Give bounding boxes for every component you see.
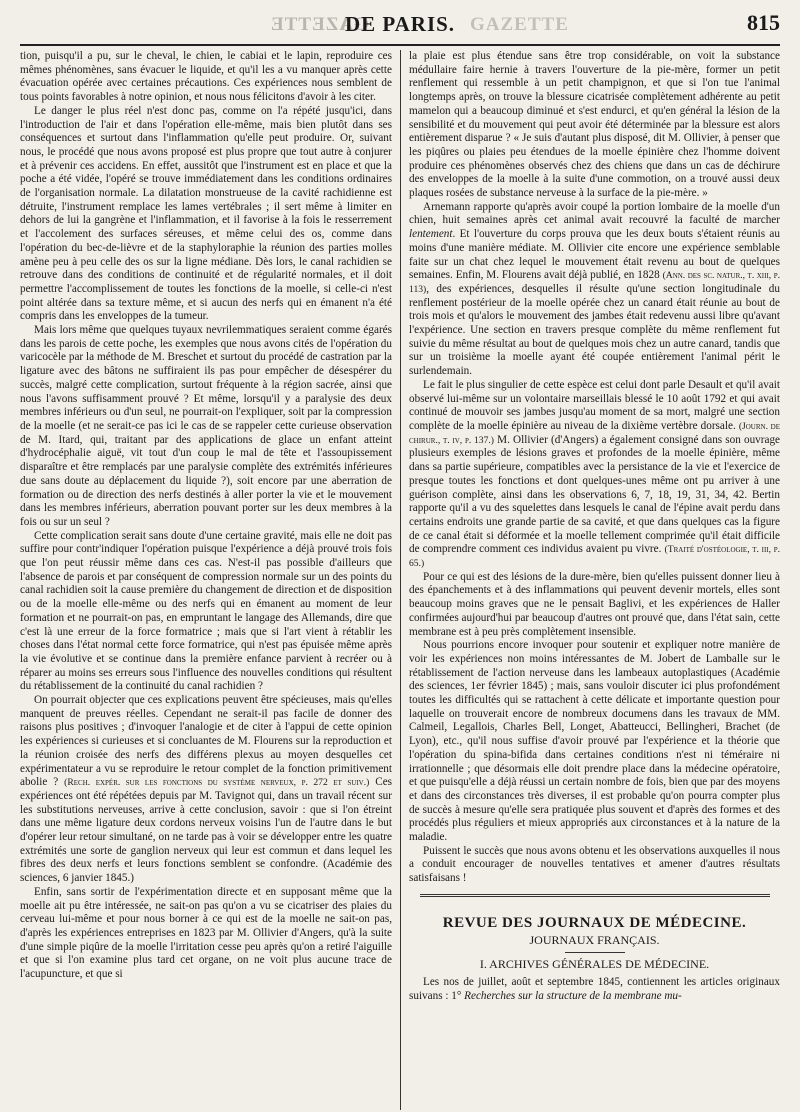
- paragraph-text: Le fait le plus singulier de cette espèce est celui dont parle Desault et qu'il avait observé lui-même sur un volontaire marseillais blessé le 10 août 1792 et qui avait continué de mouvoir ses jambes jusqu'au moment de sa mort, malgré une section complète de la moelle épinière au niveau de la dixième vertèbre dorsale.: [409, 378, 780, 432]
- paragraph: [409, 379, 780, 571]
- bleed-through-text-right: GAZETTE: [470, 14, 569, 35]
- paragraph: Puissent le succès que nous avons obtenu et les observations auxquelles il nous a conduit encourager de nouvelles tentatives et amener d'autres résultats satisfaisans !: [409, 844, 780, 885]
- paragraph: Cette complication serait sans doute d'une certaine gravité, mais elle ne doit pas suffire pour contr'indiquer l'opération puisque l'expérience a déjà prouvé trois fois que l'on peut réussir même dans ces cas. N'est-il pas possible d'ailleurs que l'absence de parois et par conséquent de compression normale sur un des points du canal rachidien soit la cause première du changement de direction et de disposition ou de la moelle elle-même ou des nerfs qui en émanent au moment de leur formation et ne pourrait-on pas, en empruntant le langage des Allemands, dire que c'est là une erreur de la force formatrice ; mais que si l'art vient à rétablir les choses dans l'état normal cette force formatrice, qui n'est pas épuisée même après la vie évolutive et se continue dans la première enfance parvient à recréer ou à réparer au moins ses erreurs sous l'influence des nouvelles conditions qui résultent du rétablissement de la continuité du canal rachidien ?: [20, 529, 392, 693]
- paragraph-text: Les nos de juillet, août et septembre 1845, contiennent les articles originaux suivans : 1°: [409, 976, 780, 1002]
- bleed-through-text: GAZETTE: [270, 14, 369, 35]
- paragraph: tion, puisqu'il a pu, sur le cheval, le chien, le cabiai et le lapin, reproduire ces mêmes phénomènes, sans évacuer le liquide, et qu'il les a vu manquer après cette évacuation opérée avec certaines précautions. Ces expériences nous semblent de tous points favorables à notre opinion, et nous nous félicitons d'avoir à les citer.: [20, 50, 392, 104]
- paragraph-text: , des expériences, desquelles il résulte qu'une section longitudinale du renflement postérieur de la moelle opérée chez un canard était réunie au bout de trois mois et qu'alors le mouvement des jambes était redevenu aussi libre qu'avant l'expérience. Une section en travers presque complète du même renflement fut suivie du même résultat au bout de quelques mois chez un autre canard, tandis que sur un troisième la moelle ayant été coupée entièrement l'animal périt le surlendemain.: [409, 282, 780, 378]
- paragraph: Pour ce qui est des lésions de la dure-mère, bien qu'elles puissent donner lieu à des épanchements et à des inflammations qui peuvent devenir mortels, elles sont beaucoup moins graves que ne le pensait Baglivi, et les expériences de Haller confirmées aujourd'hui par beaucoup d'autres ont prouvé que, dans l'état sain, cette membrane est à peu près complètement insensible.: [409, 570, 780, 638]
- section-heading: I. ARCHIVES GÉNÉRALES DE MÉDECINE.: [479, 957, 710, 972]
- paragraph-text: Arnemann rapporte qu'après avoir coupé la portion lombaire de la moelle d'un chien, huit semaines après cet animal avait recouvré la faculté de marcher: [409, 200, 780, 227]
- paragraph: la plaie est plus étendue sans être trop considérable, on voit la substance médullaire faire hernie à travers l'ouverture de la pie-mère, former un petit renflement qui ressemble à un petit champignon, et que si l'on tue l'animal longtemps après, on trouve la blessure cicatrisée complètement adhérente au petit mamelon qui a beaucoup diminué et s'est endurci, et qu'en général la lésion de la sensibilité et du mouvement qui peut avoir été déterminée par la blessure est alors entièrement disparue ? « Je suis d'autant plus disposé, dit M. Ollivier, à penser que les piqûres ou plaies peu étendues de la moelle épinière chez l'homme doivent produire ces phénomènes observés chez des chiens que dans un cas de déchirure des enveloppes de la moelle à la suite d'une commotion, on a trouvé aussi deux plaques rosées de substance nerveuse à la surface de la pie-mère. »: [409, 50, 780, 200]
- page-number: 815: [747, 10, 780, 35]
- paragraph: [409, 201, 780, 379]
- emphasis: lentement: [409, 228, 453, 241]
- section-rule: [420, 894, 770, 897]
- page-header: [0, 0, 800, 48]
- paragraph: Enfin, sans sortir de l'expérimentation directe et en supposant même que la moelle ait pu être intéressée, ne sait-on pas qu'on a vu se cicatriser des plaies du cerveau lui-même et pour nous borner à ce qui est de la moelle ne sait-on pas, d'après les expériences entreprises en 1823 par M. Ollivier d'Angers, qu'à la suite d'une simple piqûre de la moelle l'irritation cesse peu après qu'on a retiré l'aiguille et que si l'on examine plus tard cet organe, on ne voit plus aucune trace de l'acupuncture, et que si: [20, 885, 392, 981]
- paragraph-text: On pourrait objecter que ces explications peuvent être spécieuses, mais qu'elles manquent de preuves réelles. Cependant ne serait-il pas facile de donner des raisons plus positives ; d'invoquer l'analogie et de citer à l'appui de cette opinion les expériences si curieuses et si concluantes de M. Flourens sur la reproduction et la réunion croisée des nerfs des différens plexus au moyen desquelles cet expérimentateur a vu se reproduire le retour complet de la fonction primitivement abolie ?: [20, 694, 392, 789]
- running-title: DE PARIS.: [344, 12, 456, 36]
- column-divider: [400, 50, 401, 1110]
- paragraph-text: M. Ollivier (d'Angers) a également consigné dans son ouvrage plusieurs exemples de lésions graves et profondes de la moelle épinière, même dans sa partie supérieure, compatibles avec la persistance de la vie et l'exercice de presque toutes les fonctions et dont quelques-unes même ont pu arriver à une guérison complète, ainsi dans les observations 6, 7, 18, 19, 31, 34, 42. Bertin rapporte qu'il a vu des squelettes dans lesquels le canal de l'épine avait perdu dans certains endroits une grande partie de sa cavité, et que dans quelques cas la figure de ce canal était si déformée et la moelle tellement comprimée qu'il était difficile de comprendre comment ces individus avaient pu vivre.: [409, 433, 781, 556]
- paragraph-text: . Et l'ouverture du corps prouva que les deux bouts s'étaient réunis au moins d'une manière médiate. M. Ollivier cite encore une expérience semblable faite sur un chat chez lequel le mouvement était revenu au bout de quelques semaines. Enfin, M. Flourens avait déjà publié, en 1828: [409, 228, 780, 282]
- emphasis: Recherches sur la structure de la membrane mu-: [464, 989, 682, 1002]
- subtitle-rule: [565, 952, 625, 953]
- reference: (Rech. expér. sur les fonctions du système nerveux, p. 272 et suiv.): [64, 777, 370, 789]
- right-column: [409, 50, 780, 1110]
- paragraph: Mais lors même que quelques tuyaux nevrilemmatiques seraient comme égarés dans les parois de cette poche, les exemples que nous avons cités de l'opération du varicocèle par la méthode de M. Breschet et surtout du procédé de castration par la ligature avec des bâtons ne suffiraient ils pas pour empêcher de désespérer du succès, malgré cette complication, surtout fréquente à la région sacrée, ainsi que nous l'avons suffisamment prouvé ? Et même, lorsqu'il y a paralysie des deux membres inférieurs ou d'un seul, ne pourrait-on l'expliquer, soit par la compression de la moelle (et ne serait-ce pas ici le cas de se rappeler cette curieuse observation de M. Itard, qui, traitant par des applications de glace un enfant atteint d'hydrocéphalie aiguë, vit tout d'un coup le mal de tête et l'assoupissement disparaître et être remplacés par une paralysie complète des extrémités inférieures due sans doute au déplacement du liquide ?), soit encore par une aberration de formation ou de direction des nerfs destinés à aller porter la vie et le mouvement dans les membres inférieurs, aberration pouvant porter sur les deux membres à la fois ou sur un seul ?: [20, 324, 392, 528]
- paragraph-text: Ces expériences ont été répétées depuis par M. Tavignot qui, dans un travail récent sur les substitutions nerveuses, arrive à cette conclusion, savoir : que si l'on étreint dans une même ligature deux cordons nerveux voisins l'un de l'autre dans le but d'opérer leur retour simultané, on ne tarde pas à voir se développer entre les quatre extrémités une sorte de ganglion nerveux qui leur est commun et dans lequel les fibres des deux nerfs et leurs fonctions semblent se confondre. (Académie des sciences, 6 janvier 1845.): [20, 776, 393, 885]
- reference: (Journ. de chirur., t. iv, p. 137.): [409, 420, 780, 446]
- header-rule: [20, 44, 780, 46]
- paragraph: [20, 694, 392, 886]
- left-column: [20, 50, 392, 1110]
- paragraph: Nous pourrions encore invoquer pour soutenir et expliquer notre manière de voir les expériences non moins intéressantes de M. Jobert de Lamballe sur le rétablissement de l'action nerveuse dans les lambeaux autoplastiques (Académie des sciences, 1er février 1845) ; mais, sans vouloir discuter ici plus profondément toutes les difficultés qui se rattachent à cette délicate et importante question pour laquelle on trouverait encore de nombreux documens dans les travaux de MM. Calmeil, Legallois, Charles Bell, Longet, Abatteucci, Bellingheri, Brachet (de Lyon), etc., qu'il nous suffise d'avoir prouvé par l'expérience et la théorie que l'opération du spina-bifida dans certaines conditions n'est ni téméraire ni irrationnelle ; que désormais elle doit prendre place dans la médecine opératoire, et que puisqu'elle a déjà réussi un certain nombre de fois, bien que par des moyens et dans des circonstances très diverses, il est probable qu'on pourra compter plus de succès à mesure qu'elle sera pratiquée plus souvent et d'après des formes et des procédés plus réguliers et mieux appropriés aux circonstances et à la nature de la maladie.: [409, 639, 780, 844]
- section-subtitle: JOURNAUX FRANÇAIS.: [529, 932, 660, 947]
- reference: (Ann. des sc. natur., t. xiii, p. 113): [409, 270, 780, 295]
- paragraph: [409, 976, 780, 1003]
- reference: (Traité d'ostéologie, t. iii, p. 65.): [409, 544, 781, 570]
- section-title: REVUE DES JOURNAUX DE MÉDECINE.: [442, 914, 747, 931]
- paragraph: Le danger le plus réel n'est donc pas, comme on l'a répété jusqu'ici, dans l'introduction de l'air et dans l'opération elle-même, mais bien plutôt dans ses conséquences et surtout dans l'inflammation qu'elle peut produire. Or, suivant nous, le procédé que nous avons proposé est plus propre que tout autre à conjurer et à prévenir ces accidens. En effet, aussitôt que l'instrument est en place et que la poche a été vidée, l'opéré se trouve immédiatement dans les conditions ordinaires de l'organisation normale. La dilatation monstrueuse de la cavité rachidienne est détruite, l'instrument remplace les lames vertébrales ; il sert même à limiter en dehors de lui la gangrène et l'inflammation, et il favorise à la fois le resserrement et l'accolement des surfaces séreuses, et même celui des os, comme dans l'opération du bec-de-lièvre et de la staphyloraphie la réunion des parties molles amène peu à peu celle des os sur la ligne médiane. Dès lors, le canal rachidien se retrouve dans des conditions de continuité et de régularité normales, et il doit permettre l'accomplissement de toutes les fonctions de la moelle, si celle-ci n'est point altérée dans sa texture même, et si aucun des nerfs qui en émanent n'a été compris dans les enveloppes de la tumeur.: [20, 104, 392, 323]
